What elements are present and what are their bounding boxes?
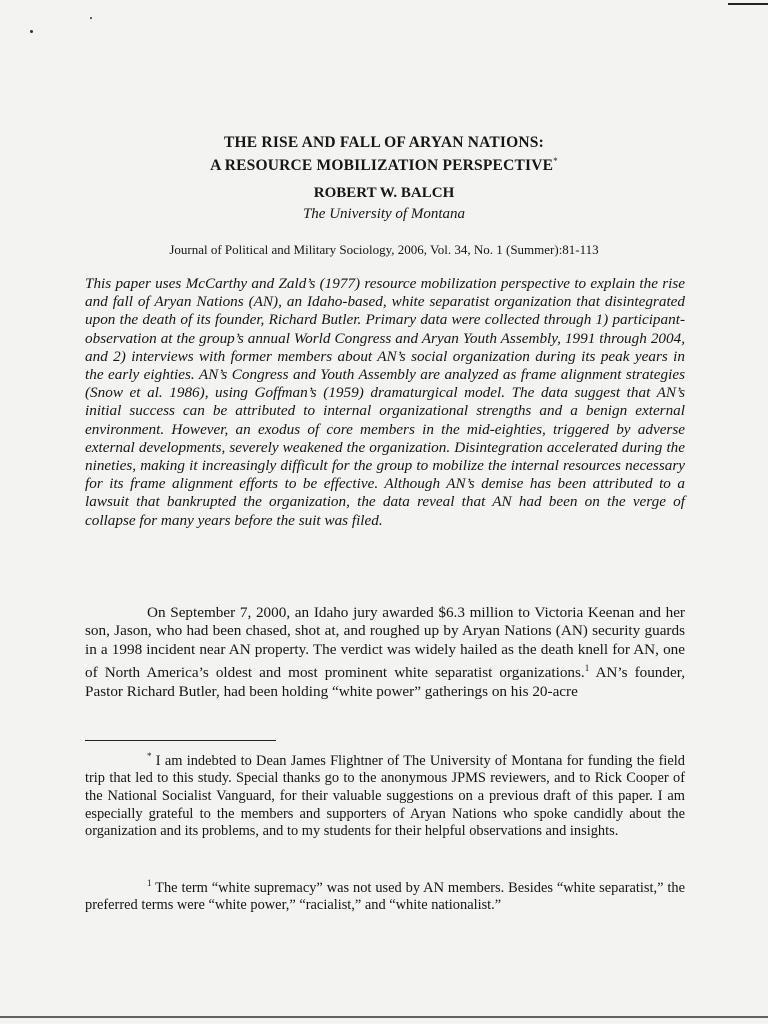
title-line-2-text: A RESOURCE MOBILIZATION PERSPECTIVE: [210, 157, 554, 175]
body-text-part-2: AN’s founder, Pastor Richard Butler, had been holding “white power” gatherings on his 20-acre: [85, 664, 685, 700]
author-name: ROBERT W. BALCH: [313, 185, 455, 201]
footnote-1-text: The term “white supremacy” was not used by AN members. Besides “white separatist,” the preferred terms were “white power,” “racialist,” and “white nationalist.”: [85, 879, 685, 914]
journal-citation: Journal of Political and Military Sociology, 2006, Vol. 34, No. 1 (Summer):81-113: [169, 242, 599, 257]
scan-edge-mark: [728, 3, 768, 5]
title-line-2: [84, 152, 684, 175]
title-footnote-marker: *: [553, 156, 558, 166]
scan-bottom-edge: [0, 1016, 768, 1018]
footnote-1-marker: 1: [147, 878, 152, 888]
author-affiliation: The University of Montana: [302, 206, 466, 222]
footnote-star: [85, 748, 685, 841]
footnote-1: [85, 875, 685, 915]
scan-speck: [90, 17, 92, 19]
abstract-paragraph: This paper uses McCarthy and Zald’s (1977) resource mobilization perspective to explain the rise and fall of Aryan Nations (AN), an Idaho-based, white separatist organization that disintegrated upon the death of its founder, Richard Butler. Primary data were collected through 1) participant-observation at the group’s annual World Congress and Aryan Youth Assembly, 1991 through 2004, and 2) interviews with former members about AN’s social organization during its peak years in the early eighties. AN’s Congress and Youth Assembly are analyzed as frame alignment strategies (Snow et al. 1986), using Goffman’s (1959) dramaturgical model. The data suggest that AN’s initial success can be attributed to internal organizational strengths and a benign external environment. However, an exodus of core members in the mid-eighties, triggered by adverse external developments, severely weakened the organization. Disintegration accelerated during the nineties, making it increasingly difficult for the group to mobilize the internal resources necessary for its frame alignment efforts to be effective. Although AN’s demise has been attributed to a lawsuit that bankrupted the organization, the data reveal that AN had been on the verge of collapse for many years before the suit was filed.: [85, 275, 685, 529]
footnote-ref-1: 1: [584, 663, 590, 674]
title-line-1: THE RISE AND FALL OF ARYAN NATIONS:: [224, 134, 544, 151]
footnote-star-text: I am indebted to Dean James Flightner of The University of Montana for funding the field trip that led to this study. Special thanks go to the anonymous JPMS reviewers, and to Rick Cooper of the National Socialist Vanguard, for their valuable suggestions on a previous draft of this paper. I am especially grateful to the members and supporters of Aryan Nations who spoke candidly about the organization and its problems, and to my students for their helpful observations and insights.: [85, 752, 685, 840]
paper-title: [84, 133, 684, 175]
body-text-part-1: On September 7, 2000, an Idaho jury awarded $6.3 million to Victoria Keenan and her son, Jason, who had been chased, shot at, and roughed up by Aryan Nations (AN) security guards in a 1998 incident near AN property. The verdict was widely hailed as the death knell for AN, one of North America’s oldest and most prominent white separatist organizations.: [85, 604, 685, 682]
footnote-star-marker: *: [147, 751, 152, 761]
scan-speck: [30, 30, 33, 33]
footnote-divider: [85, 740, 276, 741]
body-paragraph: [85, 604, 685, 701]
